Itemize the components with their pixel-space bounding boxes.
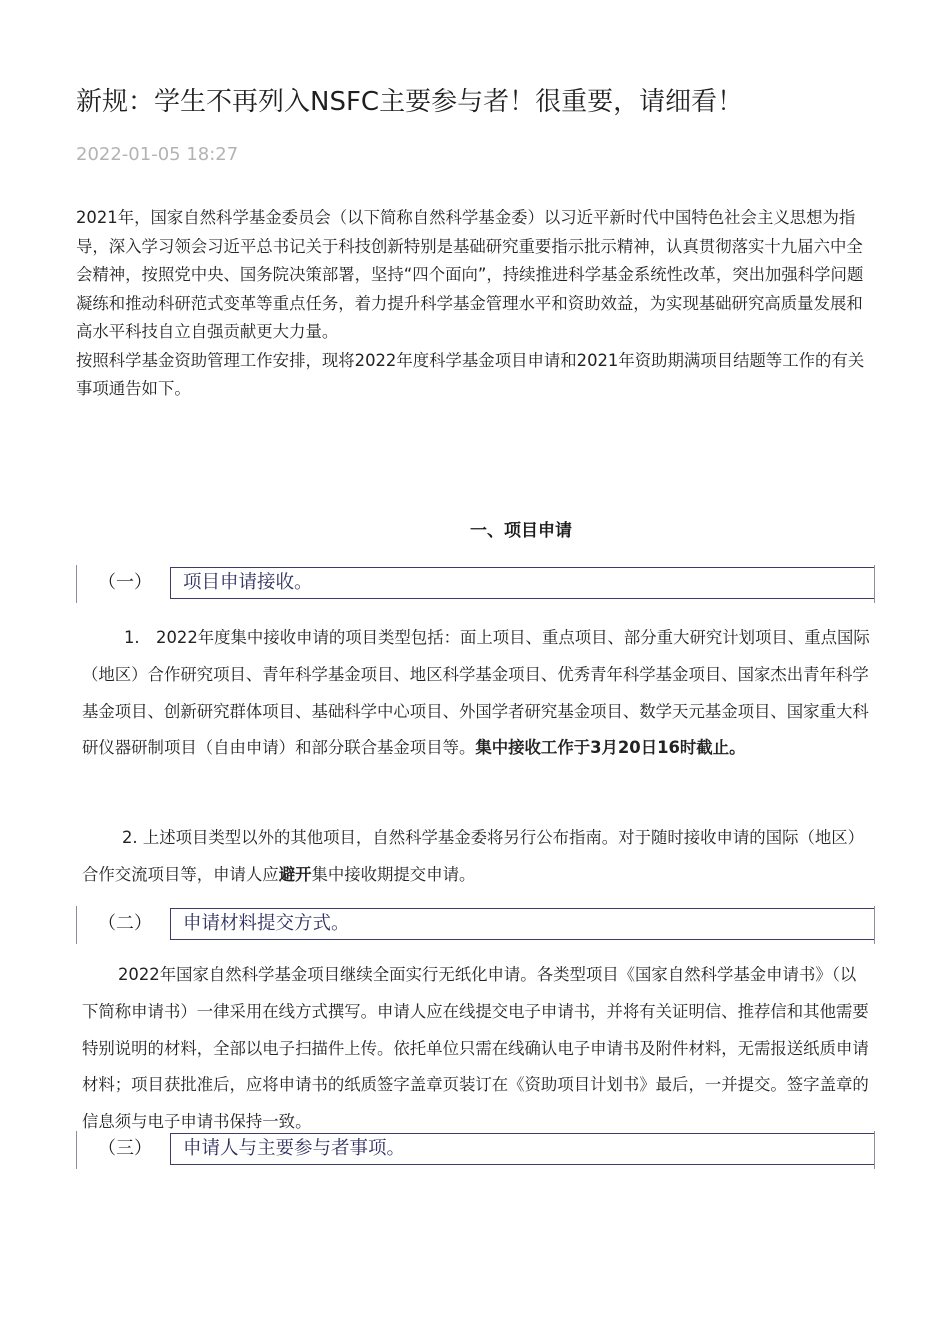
paragraph-project-types <box>82 620 872 767</box>
divider-left <box>76 1131 77 1169</box>
avoid-emphasis: 避开 <box>278 864 312 884</box>
subsection-title: 申请材料提交方式。 <box>183 913 350 934</box>
subsection-number: （二） <box>98 913 152 934</box>
article-title: 新规：学生不再列入NSFC主要参与者！很重要，请细看！ <box>76 87 744 117</box>
intro-paragraph-1: 2021年，国家自然科学基金委员会（以下简称自然科学基金委）以习近平新时代中国特色社会主义思想为指导，深入学习领会习近平总书记关于科技创新特别是基础研究重要指示批示精神，认真贯彻落实十九届六中全会精神，按照党中央、国务院决策部署，坚持“四个面向”，持续推进科学基金系统性改革，突出加强科学问题凝练和推动科研范式变革等重点任务，着力提升科学基金管理水平和资助效益，为实现基础研究高质量发展和高水平科技自立自强贡献更大力量。 <box>76 208 864 341</box>
intro-paragraph-2: 按照科学基金资助管理工作安排，现将2022年度科学基金项目申请和2021年资助期满项目结题等工作的有关事项通告如下。 <box>76 350 865 398</box>
other-projects-text-a: 2. 上述项目类型以外的其他项目，自然科学基金委将另行公布指南。对于随时接收申请的国际（地区）合作交流项目等，申请人应 <box>82 828 865 884</box>
subsection-title-box <box>170 567 875 599</box>
other-projects-text-b: 集中接收期提交申请。 <box>311 864 476 884</box>
publish-timestamp: 2022-01-05 18:27 <box>76 144 239 165</box>
subsection-header-3 <box>76 1131 876 1169</box>
subsection-title: 申请人与主要参与者事项。 <box>183 1138 406 1159</box>
project-types-text: 1. 2022年度集中接收申请的项目类型包括：面上项目、重点项目、部分重大研究计划项目、重点国际（地区）合作研究项目、青年科学基金项目、地区科学基金项目、优秀青年科学基金项目、国家杰出青年科学基金项目、创新研究群体项目、基础科学中心项目、外国学者研究基金项目、数学天元基金项目、国家重大科研仪器研制项目（自由申请）和部分联合基金项目等。 <box>82 628 870 758</box>
subsection-header-1 <box>76 565 876 603</box>
section-heading-project-application: 一、项目申请 <box>470 521 572 541</box>
divider-right <box>874 906 875 944</box>
subsection-title: 项目申请接收。 <box>183 572 313 593</box>
divider-left <box>76 565 77 603</box>
divider-left <box>76 906 77 944</box>
intro-block <box>76 204 876 404</box>
subsection-title-box <box>170 908 875 940</box>
subsection-title-box <box>170 1133 875 1165</box>
paragraph-other-projects <box>82 820 872 894</box>
divider-right <box>874 565 875 603</box>
divider-right <box>874 1131 875 1169</box>
subsection-number: （一） <box>98 572 152 593</box>
subsection-header-2 <box>76 906 876 944</box>
subsection-number: （三） <box>98 1138 152 1159</box>
paragraph-submission-method: 2022年国家自然科学基金项目继续全面实行无纸化申请。各类型项目《国家自然科学基金申请书》（以下简称申请书）一律采用在线方式撰写。申请人应在线提交电子申请书，并将有关证明信、推荐信和其他需要特别说明的材料，全部以电子扫描件上传。依托单位只需在线确认电子申请书及附件材料，无需报送纸质申请材料；项目获批准后，应将申请书的纸质签字盖章页装订在《资助项目计划书》最后，一并提交。签字盖章的信息须与电子申请书保持一致。 <box>82 965 869 1132</box>
deadline-emphasis: 集中接收工作于3月20日16时截止。 <box>475 738 746 758</box>
